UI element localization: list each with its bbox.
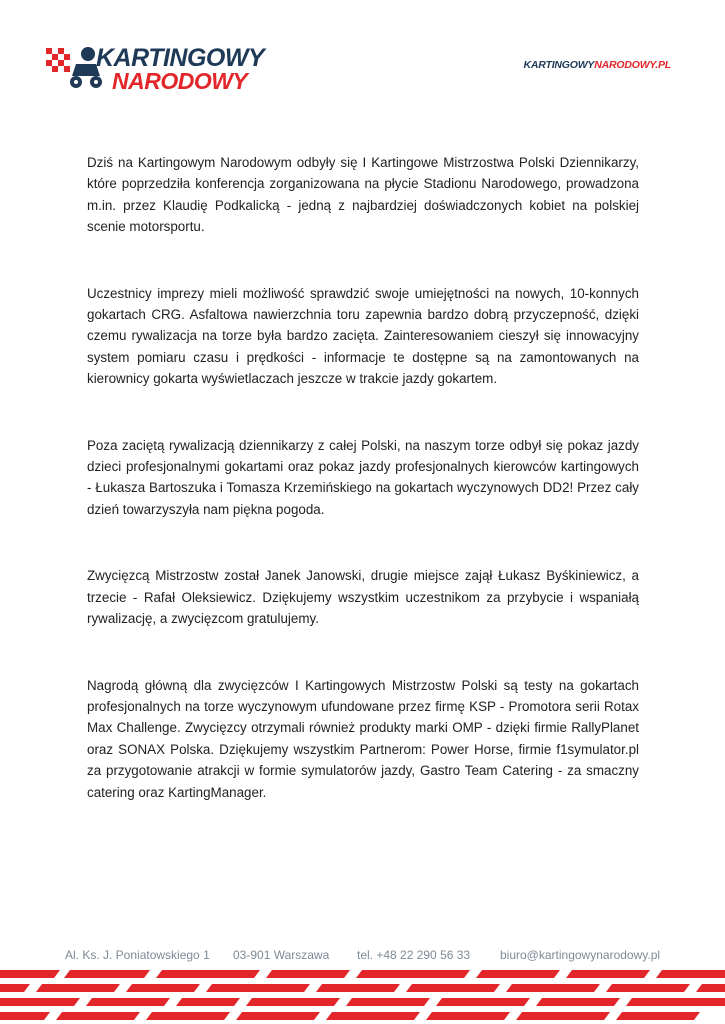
header-site-url[interactable] [524,59,671,71]
site-url-part2: NARODOWY.PL [594,59,671,71]
paragraph: Poza zaciętą rywalizacją dziennikarzy z całej Polski, na naszym torze odbył się pokaz jazdy dzieci profesjonalnymi gokartami oraz pokaz jazdy profesjonalnych kierowców kartingowych - Łukasza Bartoszuka i Tomasza Krzemińskiego na gokartach wyczynowych DD2! Przez cały dzień towarzyszyła nam piękna pogoda. [87,437,639,517]
site-url-part1: KARTINGOWY [523,59,595,71]
footer-email[interactable]: biuro@kartingowynarodowy.pl [500,948,661,962]
paragraph: Nagrodą główną dla zwycięzców I Kartingowych Mistrzostw Polski są testy na gokartach profesjonalnych na torze wyczynowym ufundowane przez firmę KSP - Promotora serii Rotax Max Challenge. Zwycięzcy otrzymali również produkty marki OMP - dzięki firmie RallyPlanet oraz SONAX Polska. Dziękujemy wszystkim Partnerom: Power Horse, firmie f1symulator.pl za przygotowanie atrakcji w formie symulatorów jazdy, Gastro Team Catering - za smaczny catering oraz KartingManager. [87,677,639,800]
paragraph: Uczestnicy imprezy mieli możliwość sprawdzić swoje umiejętności na nowych, 10-konnych gokartach CRG. Asfaltowa nawierzchnia toru zapewnia bardzo dobrą przyczepność, dzięki czemu rywalizacja na torze była bardzo zacięta. Zainteresowaniem cieszył się innowacyjny system pomiaru czasu i prędkości - informacje te dostępne są na zamontowanych na kierownicy gokarta wyświetlaczach jeszcze w trakcie jazdy gokartem. [87,285,639,387]
footer-contact [0,948,725,968]
kart-checkered-flag-icon [44,40,104,98]
footer-postal: 03-901 Warszawa [233,948,330,962]
footer-stripes-decoration [0,968,725,1024]
footer-phone[interactable]: tel. +48 22 290 56 33 [357,948,471,962]
letter-body [87,152,639,848]
footer-address: Al. Ks. J. Poniatowskiego 1 [65,948,210,962]
paragraph: Dziś na Kartingowym Narodowym odbyły się I Kartingowe Mistrzostwa Polski Dziennikarzy, które poprzedziła konferencja zorganizowana na płycie Stadionu Narodowego, prowadzona m.in. przez Klaudię Podkalicką - jedną z najbardziej doświadczonych kobiet na polskiej scenie motorsportu. [87,155,639,235]
paragraph: Zwycięzcą Mistrzostw został Janek Janowski, drugie miejsce zajął Łukasz Byśkiniewicz, a trzecie - Rafał Oleksiewicz. Dziękujemy wszystkim uczestnikom za przybycie i wspaniałą rywalizację, a zwycięzcom gratulujemy. [87,568,639,627]
brand-logo [44,40,264,98]
logo-text-narodowy: NARODOWY [112,68,248,94]
logo-text-kartingowy: KARTINGOWY [96,44,265,72]
